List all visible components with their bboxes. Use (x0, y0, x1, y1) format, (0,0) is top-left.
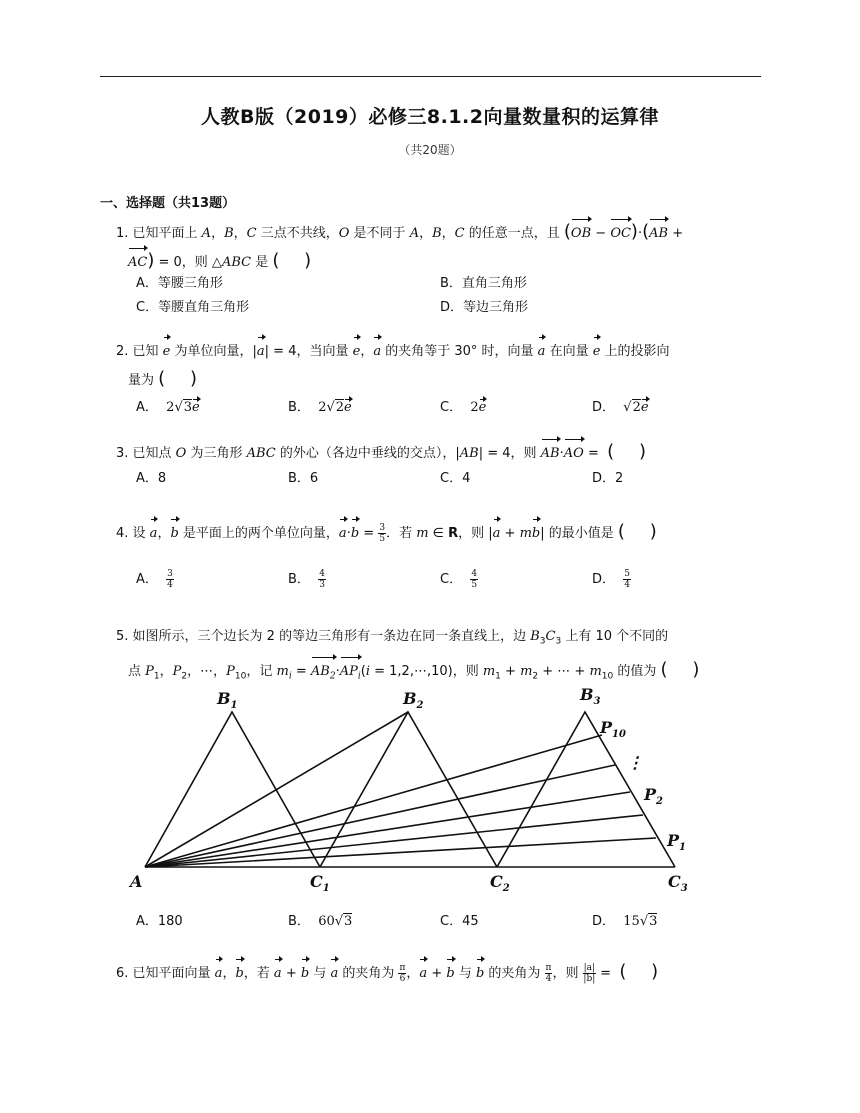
section-heading: 一、选择题（共13题） (100, 196, 236, 211)
label-p2: $P_2$ (644, 785, 663, 807)
option-c[interactable]: C．等腰直角三角形 (136, 300, 250, 315)
segment-ap-mid1 (145, 765, 615, 867)
option-c[interactable]: C．4 (440, 471, 471, 486)
option-c[interactable]: C． $\frac{4}{5}$ (440, 569, 478, 590)
option-a[interactable]: A．180 (136, 914, 183, 929)
question-2: 2. 已知 e 为单位向量，|a| = 4，当向量 e，a 的夹角等于 30° 时，向量 a 在向量 e 上的投影向 量为 ( ) (116, 338, 766, 394)
question-1: 1. 已知平面上 A，B，C 三点不共线，O 是不同于 A，B，C 的任意一点，且 (OB − OC)·(AB + AC) = 0，则 △ABC 是 ( ) (116, 218, 766, 276)
label-p1: $P_1$ (667, 831, 686, 853)
option-d[interactable]: D． $\frac{5}{4}$ (592, 569, 631, 590)
triangle-figure (120, 680, 700, 895)
question-6: 6. 已知平面向量 a，b，若 a + b 与 a 的夹角为 $\frac{\pi}{6}$ ，a + b 与 b 的夹角为 $\frac{\pi}{4}$ ，则 $\frac{|a|}{|b|}$ = ( ) (116, 958, 766, 987)
segment-ap1 (145, 838, 656, 867)
option-b[interactable]: B． 2√2e (288, 400, 352, 415)
label-b2: $B_2$ (403, 689, 424, 711)
option-b[interactable]: B． $\frac{4}{3}$ (288, 569, 325, 590)
option-a[interactable]: A． $\frac{3}{4}$ (136, 569, 173, 590)
label-c3: $C_3$ (668, 872, 688, 894)
option-c[interactable]: C．45 (440, 914, 479, 929)
label-c2: $C_2$ (490, 872, 510, 894)
option-d[interactable]: D． 15√3 (592, 914, 658, 929)
label-dots: ⋮ (627, 753, 643, 772)
question-4: 4. 设 a，b 是平面上的两个单位向量，a·b = $\frac{3}{5}$ ．若 m ∈ R，则 |a + mb| 的最小值是 ( ) (116, 518, 766, 547)
question-5: 5. 如图所示，三个边长为 2 的等边三角形有一条边在同一条直线上，边 $B_3C_3$ 上有 10 个不同的 点 $P_1$，$P_2$，⋯，$P_{10}$，记 $m_i = AB_2\cdot AP_i(i$ = 1,2,⋯,10)，则 $m_1 + m_2$ + ⋯ + $m_{10}$ 的值为 ( ) (116, 623, 766, 690)
option-d[interactable]: D． √2e (592, 400, 649, 415)
option-c[interactable]: C． 2e (440, 400, 487, 415)
triangle-2 (320, 712, 497, 867)
option-d[interactable]: D．等边三角形 (440, 300, 529, 315)
option-b[interactable]: B． 60√3 (288, 914, 353, 929)
label-b1: $B_1$ (217, 689, 238, 711)
label-c1: $C_1$ (310, 872, 330, 894)
page-title: 人教B版（2019）必修三8.1.2向量数量积的运算律 (201, 106, 659, 128)
option-a[interactable]: A．8 (136, 471, 167, 486)
label-a: A (130, 872, 143, 891)
segment-ap10 (145, 735, 602, 867)
segment-ap2 (145, 792, 630, 867)
option-a[interactable]: A． 2√3e (136, 400, 200, 415)
header-rule (100, 76, 761, 77)
option-a[interactable]: A．等腰三角形 (136, 276, 223, 291)
label-p10: $P_{10}$ (600, 718, 626, 740)
question-3: 3. 已知点 O 为三角形 ABC 的外心（各边中垂线的交点），|AB| = 4，则 AB·AO = ( ) (116, 438, 766, 467)
option-d[interactable]: D．2 (592, 471, 624, 486)
page-subtitle: （共20题） (398, 143, 462, 157)
option-b[interactable]: B．6 (288, 471, 319, 486)
label-b3: $B_3$ (580, 685, 601, 707)
option-b[interactable]: B．直角三角形 (440, 276, 527, 291)
